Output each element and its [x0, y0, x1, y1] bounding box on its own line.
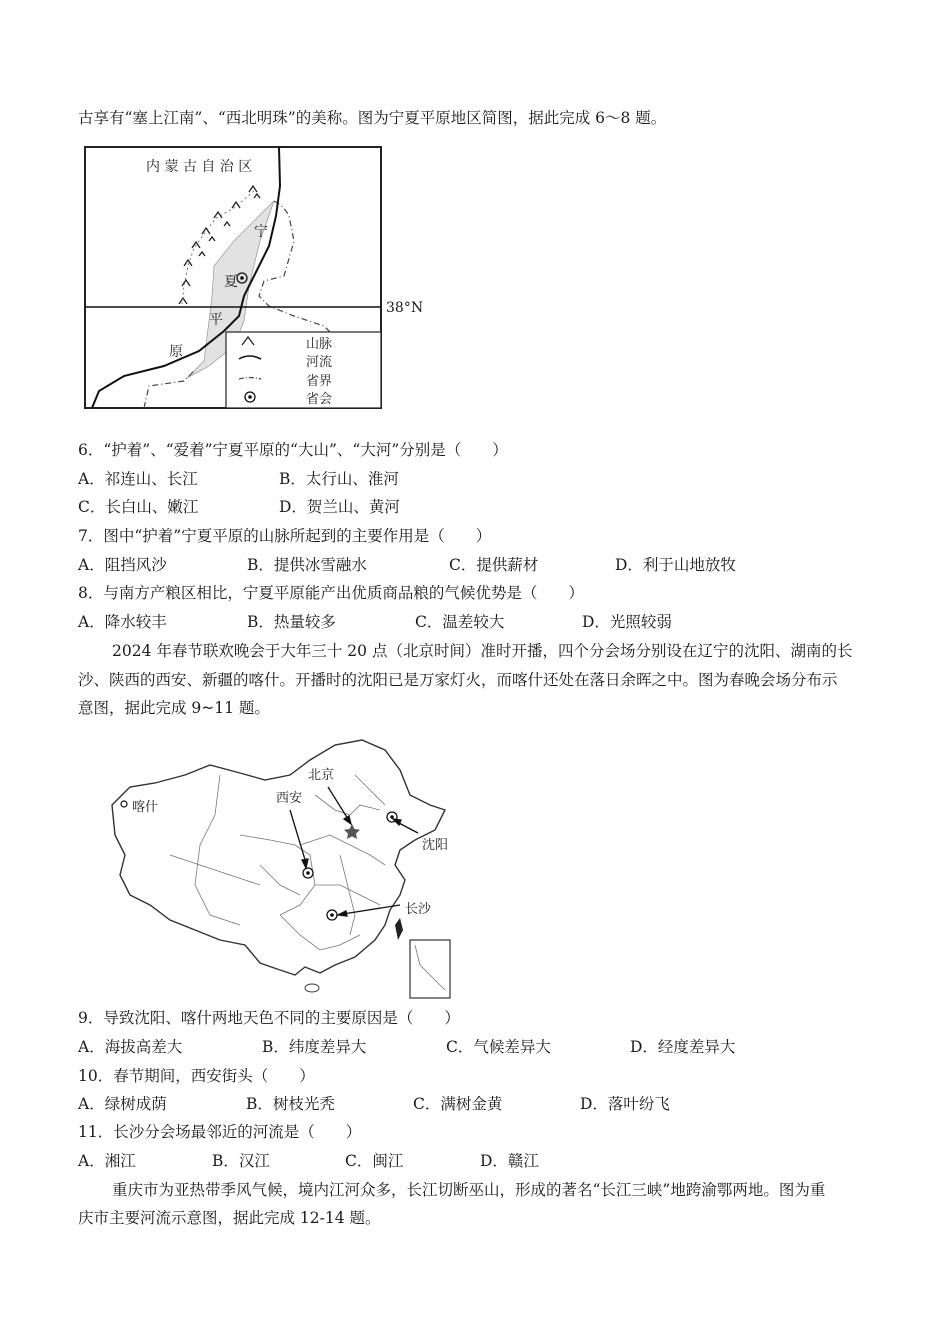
- label-ping: 平: [209, 312, 223, 328]
- q9-option-d: D．经度差异大: [630, 1038, 736, 1056]
- q11-option-c: C．闽江: [345, 1152, 404, 1170]
- q9-option-c: C．气候差异大: [446, 1038, 551, 1056]
- intro2-line-2: 沙、陕西的西安、新疆的喀什。开播时的沈阳已是万家灯火，而喀什还处在落日余晖之中。图为春晚会场分布示: [78, 671, 838, 689]
- latitude-label: 38°N: [386, 300, 424, 316]
- legend-capital: 省会: [306, 392, 333, 407]
- taiwan: [395, 918, 403, 940]
- q7-option-a: A．阻挡风沙: [78, 556, 167, 574]
- intro3-line-1: 重庆市为亚热带季风气候，境内江河众多，长江切断巫山，形成的著名“长江三峡”地跨渝鄂两地。图为重: [112, 1181, 826, 1199]
- q10-option-d: D．落叶纷飞: [580, 1095, 670, 1113]
- q10-option-a: A．绿树成荫: [78, 1095, 167, 1113]
- q7-stem: 7．图中“护着”宁夏平原的山脉所起到的主要作用是（ ）: [78, 527, 492, 545]
- label-beijing: 北京: [308, 768, 335, 783]
- q9-option-a: A．海拔高差大: [78, 1038, 183, 1056]
- ningxia-plain-map: [84, 146, 384, 410]
- q8-option-a: A．降水较丰: [78, 613, 167, 631]
- q6-option-a: A．祁连山、长江: [78, 470, 198, 488]
- q8-option-b: B．热量较多: [247, 613, 336, 631]
- label-shenyang: 沈阳: [422, 838, 449, 853]
- q8-stem: 8．与南方产粮区相比，宁夏平原能产出优质商品粮的气候优势是（ ）: [78, 584, 584, 602]
- q11-stem: 11．长沙分会场最邻近的河流是（ ）: [78, 1123, 362, 1141]
- q6-option-b: B．太行山、淮河: [279, 470, 399, 488]
- q9-option-b: B．纬度差异大: [262, 1038, 367, 1056]
- q6-option-d: D．贺兰山、黄河: [279, 498, 400, 516]
- label-changsha: 长沙: [405, 902, 432, 917]
- q9-stem: 9．导致沈阳、喀什两地天色不同的主要原因是（ ）: [78, 1009, 460, 1027]
- china-outline: [112, 740, 445, 975]
- intro-text-1: 古享有“塞上江南”、“西北明珠”的美称。图为宁夏平原地区简图，据此完成 6～8 题。: [78, 109, 667, 127]
- q11-option-b: B．汉江: [212, 1152, 270, 1170]
- label-xia: 夏: [224, 274, 238, 290]
- hainan: [305, 984, 319, 992]
- q7-option-b: B．提供冰雪融水: [247, 556, 367, 574]
- label-ning: 宁: [254, 224, 268, 240]
- kashgar-dot: [121, 801, 127, 807]
- intro2-line-3: 意图，据此完成 9~11 题。: [78, 699, 270, 717]
- label-kashgar: 喀什: [132, 800, 159, 815]
- legend-mountain: 山脉: [306, 337, 333, 352]
- q10-option-b: B．树枝光秃: [246, 1095, 335, 1113]
- legend-boundary: 省界: [306, 374, 333, 389]
- label-yuan: 原: [169, 344, 183, 360]
- q11-option-a: A．湘江: [78, 1152, 136, 1170]
- q10-stem: 10．春节期间，西安街头（ ）: [78, 1067, 315, 1085]
- region-label: 内 蒙 古 自 治 区: [146, 159, 253, 175]
- label-xian: 西安: [276, 791, 303, 806]
- q6-option-c: C．长白山、嫩江: [78, 498, 199, 516]
- q8-option-d: D．光照较弱: [582, 613, 672, 631]
- province-boundary-2: [144, 371, 194, 408]
- beijing-star: [344, 824, 360, 839]
- intro2-line-1: 2024 年春节联欢晚会于大年三十 20 点（北京时间）准时开播，四个分会场分别设在辽宁的沈阳、湖南的长: [112, 642, 853, 660]
- q10-option-c: C．满树金黄: [413, 1095, 503, 1113]
- china-gala-map: [100, 735, 460, 1000]
- q7-option-d: D．利于山地放牧: [615, 556, 736, 574]
- q8-option-c: C．温差较大: [415, 613, 505, 631]
- q6-stem: 6．“护着”、“爱着”宁夏平原的“大山”、“大河”分别是（ ）: [78, 441, 508, 459]
- q7-option-c: C．提供薪材: [449, 556, 539, 574]
- intro3-line-2: 庆市主要河流示意图，据此完成 12-14 题。: [78, 1209, 381, 1227]
- q11-option-d: D．赣江: [480, 1152, 539, 1170]
- legend-river: 河流: [306, 355, 333, 370]
